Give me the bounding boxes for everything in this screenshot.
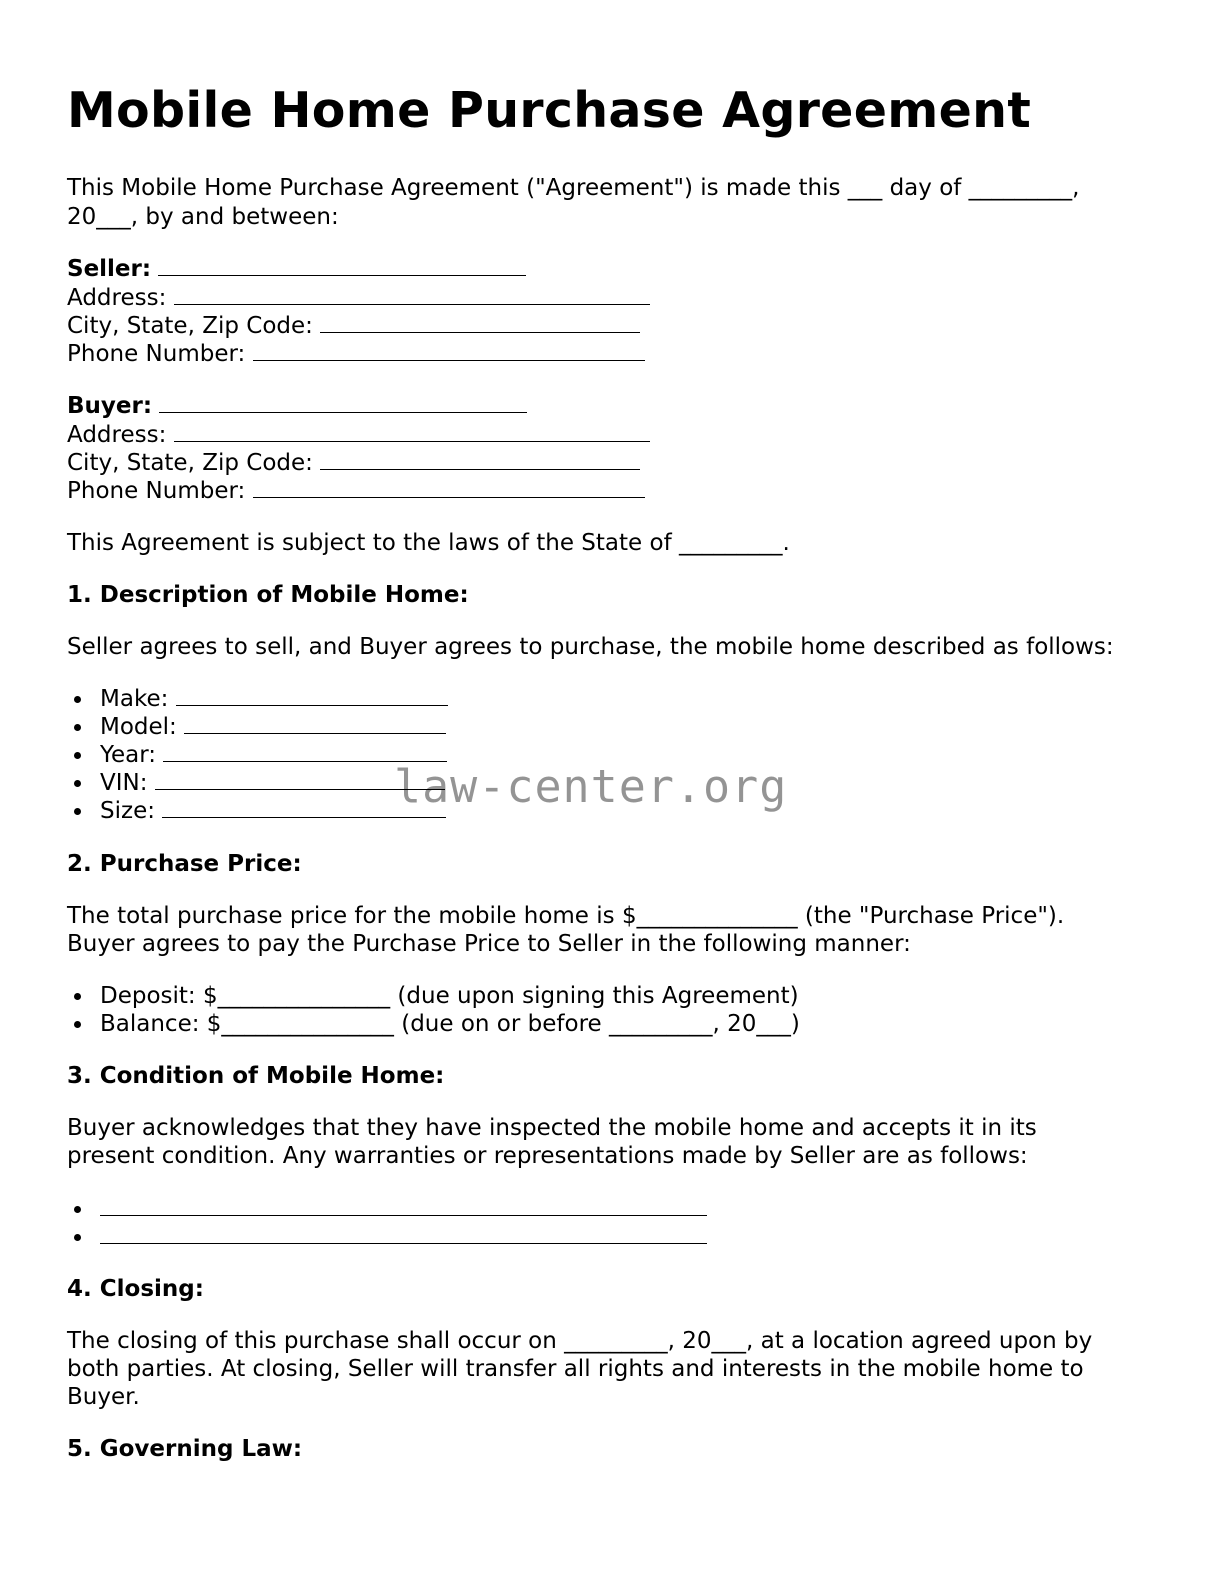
buyer-name-row: [67, 392, 527, 421]
section-3-line-2: present condition. Any warranties or representations made by Seller are as follows:: [67, 1143, 1028, 1169]
intro-line-1: This Mobile Home Purchase Agreement ("Agreement") is made this ___ day of _________,: [67, 175, 1080, 201]
buyer-address-blank: [174, 422, 650, 442]
buyer-city-row: [67, 449, 640, 478]
size-label: Size:: [100, 798, 155, 824]
bullet-icon: [74, 752, 81, 759]
section-3-line-1: Buyer acknowledges that they have inspected the mobile home and accepts it in its: [67, 1115, 1037, 1141]
vin-label: VIN:: [100, 770, 148, 796]
section-5-heading: 5. Governing Law:: [67, 1436, 303, 1462]
buyer-phone-row: [67, 477, 645, 506]
seller-address-label: Address:: [67, 285, 167, 311]
list-item-make: [100, 685, 448, 714]
buyer-city-blank: [320, 450, 640, 470]
section-2-line-1: The total purchase price for the mobile home is $______________ (the "Purchase Price").: [67, 903, 1065, 929]
warranty-2-blank: [100, 1224, 707, 1244]
seller-address-blank: [174, 285, 650, 305]
list-item-warranty-2: [100, 1223, 707, 1252]
year-blank: [163, 742, 447, 762]
section-4-line-3: Buyer.: [67, 1384, 140, 1410]
seller-name-row: [67, 255, 526, 284]
section-1-heading: 1. Description of Mobile Home:: [67, 582, 469, 608]
bullet-icon: [74, 1206, 81, 1213]
bullet-icon: [74, 1021, 81, 1028]
make-label: Make:: [100, 686, 169, 712]
section-2-heading: 2. Purchase Price:: [67, 851, 302, 877]
bullet-icon: [74, 1234, 81, 1241]
list-item-deposit: [100, 982, 799, 1011]
model-label: Model:: [100, 714, 177, 740]
seller-phone-label: Phone Number:: [67, 341, 246, 367]
list-item-model: [100, 713, 446, 742]
balance-text: Balance: $_______________ (due on or before _________, 20___): [100, 1011, 800, 1037]
buyer-phone-label: Phone Number:: [67, 478, 246, 504]
year-label: Year:: [100, 742, 157, 768]
section-4-line-2: both parties. At closing, Seller will transfer all rights and interests in the mobile home to: [67, 1356, 1084, 1382]
section-1-text: Seller agrees to sell, and Buyer agrees to purchase, the mobile home described as follows:: [67, 634, 1114, 660]
seller-phone-blank: [253, 341, 645, 361]
buyer-phone-blank: [253, 478, 645, 498]
bullet-icon: [74, 696, 81, 703]
section-3-heading: 3. Condition of Mobile Home:: [67, 1063, 445, 1089]
governing-intro: This Agreement is subject to the laws of the State of _________.: [67, 530, 790, 556]
intro-line-2: 20___, by and between:: [67, 204, 339, 230]
buyer-name-blank: [159, 393, 527, 413]
section-2-line-2: Buyer agrees to pay the Purchase Price to Seller in the following manner:: [67, 931, 911, 957]
list-item-balance: [100, 1010, 800, 1039]
seller-city-blank: [320, 313, 640, 333]
bullet-icon: [74, 780, 81, 787]
seller-city-label: City, State, Zip Code:: [67, 313, 313, 339]
bullet-icon: [74, 808, 81, 815]
buyer-address-label: Address:: [67, 422, 167, 448]
buyer-address-row: [67, 421, 650, 450]
seller-label: Seller:: [67, 256, 152, 282]
document-title: Mobile Home Purchase Agreement: [67, 82, 1032, 139]
section-4-line-1: The closing of this purchase shall occur on _________, 20___, at a location agreed upon by: [67, 1328, 1093, 1354]
seller-city-row: [67, 312, 640, 341]
bullet-icon: [74, 993, 81, 1000]
list-item-warranty-1: [100, 1195, 707, 1224]
buyer-city-label: City, State, Zip Code:: [67, 450, 313, 476]
section-4-heading: 4. Closing:: [67, 1276, 204, 1302]
model-blank: [184, 714, 446, 734]
bullet-icon: [74, 724, 81, 731]
warranty-1-blank: [100, 1196, 707, 1216]
watermark: law-center.org: [394, 760, 788, 813]
seller-name-blank: [158, 256, 526, 276]
make-blank: [176, 686, 448, 706]
buyer-label: Buyer:: [67, 393, 153, 419]
deposit-text: Deposit: $_______________ (due upon signing this Agreement): [100, 983, 799, 1009]
seller-phone-row: [67, 340, 645, 369]
seller-address-row: [67, 284, 650, 313]
